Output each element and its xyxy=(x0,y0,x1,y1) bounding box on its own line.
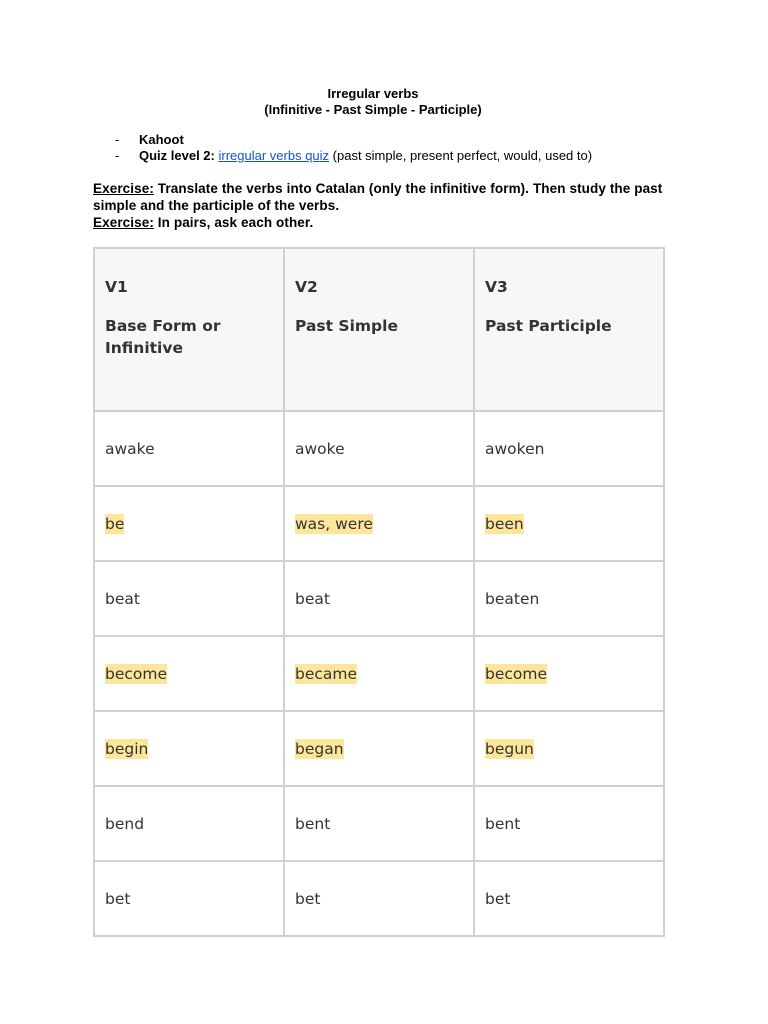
verb-form: began xyxy=(295,739,344,758)
header-v1 xyxy=(94,248,284,411)
title-line-2: (Infinitive - Past Simple - Participle) xyxy=(264,102,482,117)
verb-form: been xyxy=(485,514,524,533)
table-cell xyxy=(284,411,474,486)
exercise-2 xyxy=(93,214,673,231)
table-cell xyxy=(284,786,474,861)
table-cell xyxy=(94,786,284,861)
quiz-description: (past simple, present perfect, would, used to) xyxy=(329,148,593,163)
verb-form: was, were xyxy=(295,514,373,533)
table-cell xyxy=(474,561,664,636)
exercise-label: Exercise: xyxy=(93,181,154,196)
header-code: V1 xyxy=(105,278,128,296)
header-name: Past Participle xyxy=(485,317,612,335)
verb-form: beaten xyxy=(485,589,540,608)
table-cell xyxy=(284,861,474,936)
table-cell xyxy=(94,636,284,711)
exercise-label: Exercise: xyxy=(93,215,154,230)
title-line-1: Irregular verbs xyxy=(327,86,419,101)
verb-form: awoken xyxy=(485,439,545,458)
header-v2 xyxy=(284,248,474,411)
table-row xyxy=(94,561,664,636)
header-name: Base Form or Infinitive xyxy=(105,317,221,357)
kahoot-label: Kahoot xyxy=(139,132,184,147)
verb-form: begin xyxy=(105,739,149,758)
list-dash: - xyxy=(115,148,120,163)
table-cell xyxy=(474,486,664,561)
verb-form: awoke xyxy=(295,439,345,458)
verb-form: begun xyxy=(485,739,534,758)
table-cell xyxy=(474,786,664,861)
table-row xyxy=(94,636,664,711)
verb-form: bet xyxy=(485,889,511,908)
quiz-label: Quiz level 2: xyxy=(139,148,215,163)
header-code: V2 xyxy=(295,278,318,296)
verb-form: awake xyxy=(105,439,155,458)
table-cell xyxy=(474,711,664,786)
verb-form: become xyxy=(485,664,548,683)
document-title xyxy=(73,86,673,118)
verb-form: became xyxy=(295,664,358,683)
table-row xyxy=(94,486,664,561)
exercise-text: In pairs, ask each other. xyxy=(153,215,314,230)
header-code: V3 xyxy=(485,278,508,296)
table-row xyxy=(94,786,664,861)
verb-form: beat xyxy=(295,589,330,608)
table-cell xyxy=(94,711,284,786)
irregular-verbs-table xyxy=(93,247,665,937)
resource-list xyxy=(93,132,673,164)
table-cell xyxy=(94,561,284,636)
verb-form: bet xyxy=(105,889,131,908)
verb-form: bent xyxy=(485,814,521,833)
table-cell xyxy=(474,411,664,486)
table-row xyxy=(94,711,664,786)
exercise-text: Translate the verbs into Catalan (only the infinitive form). Then study the past simple and the participle of the verbs. xyxy=(93,181,663,213)
table-cell xyxy=(284,561,474,636)
table-cell xyxy=(284,711,474,786)
table-cell xyxy=(94,486,284,561)
irregular-verbs-quiz-link[interactable]: irregular verbs quiz xyxy=(218,148,330,163)
list-item-quiz xyxy=(115,148,673,164)
exercise-block xyxy=(93,180,673,231)
verb-form: bend xyxy=(105,814,145,833)
table-cell xyxy=(474,861,664,936)
table-cell xyxy=(284,486,474,561)
verb-form: beat xyxy=(105,589,140,608)
table-header-row xyxy=(94,248,664,411)
table-cell xyxy=(284,636,474,711)
exercise-1 xyxy=(93,180,673,214)
verb-form: become xyxy=(105,664,168,683)
table-body xyxy=(94,411,664,936)
header-v3 xyxy=(474,248,664,411)
list-item-kahoot xyxy=(115,132,673,148)
table-cell xyxy=(94,861,284,936)
table-row xyxy=(94,411,664,486)
header-name: Past Simple xyxy=(295,317,398,335)
table-row xyxy=(94,861,664,936)
document-page xyxy=(93,86,673,231)
table-cell xyxy=(94,411,284,486)
list-dash: - xyxy=(115,132,120,147)
verb-form: be xyxy=(105,514,125,533)
verb-form: bent xyxy=(295,814,331,833)
verb-form: bet xyxy=(295,889,321,908)
table-cell xyxy=(474,636,664,711)
